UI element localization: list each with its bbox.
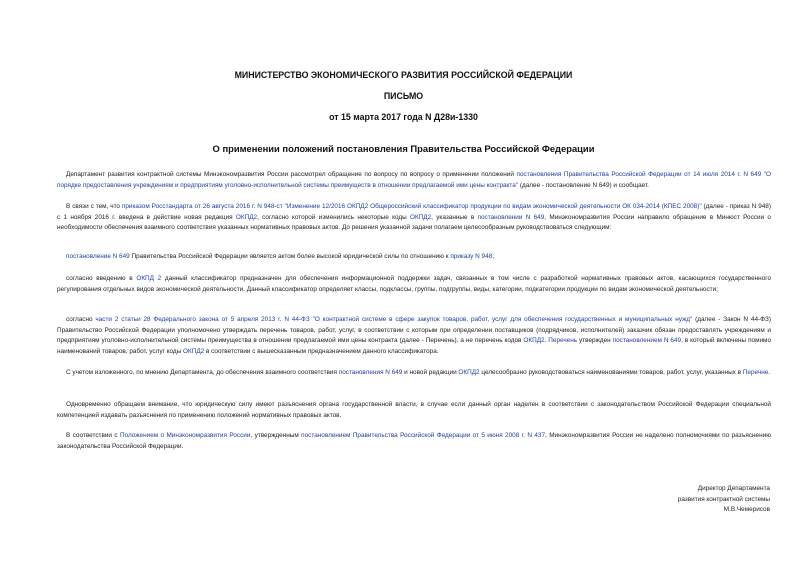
text: согласно [66, 316, 96, 323]
text: , Минэкономразвития России направило обращение в Минюст России о необходимости обеспечения взаимного соответствия указанных нормативных правовых актов. До решения указанной задачи полагаем целесообразным руководствоваться следующим: [57, 213, 771, 231]
text: Одновременно обращаем внимание, что юридическую силу имеют разъяснения органа государственной власти, в случае если данный орган наделен в соответствии с законодательством Российской Федерации специальной компетенцией издавать разъяснения по применению положений нормативных правовых актов. [57, 401, 771, 419]
text: С учетом изложенного, по мнению Департамента, до обеспечения взаимного соответствия [66, 369, 339, 376]
text: , указанные в [431, 213, 478, 221]
text: (далее - приказ N 948) с 1 ноября 2016 г. введена в действие новая редакция [57, 203, 771, 221]
doc-type: ПИСЬМО [383, 91, 424, 101]
link-law-44fz[interactable]: части 2 статьи 28 Федерального закона от 5 апреля 2013 г. N 44-ФЗ "О контрактной системе в сфере закупок товаров, работ, услуг для обеспечения государственных и муниципальных нужд" [95, 316, 693, 323]
text: В соответствии с [66, 432, 120, 439]
signature-name: М.В.Чемерисов [723, 506, 770, 513]
link-rosstandart-order[interactable]: приказом Росстандарта от 26 августа 2016 г. N 948-ст "Изменение 12/2016 ОКПД2 Общероссийский классификатор продукции по видам экономической деятельности ОК 034-2014 (КПЕС 2008)" [121, 203, 702, 210]
paragraph-1 [57, 170, 771, 191]
text: данный классификатор предназначен для обеспечения информационной поддержки задач, связанных в том числе с разработкой нормативных правовых актов, касающихся государственного регулирования отдельных видов экономической деятельности. Данный классификатор определяет классы, подклассы, группы, подгруппы, виды, категории, подкатегории продукции по видам экономической деятельности; [57, 275, 772, 293]
paragraph-5 [57, 315, 771, 357]
text: , в который включены помимо наименований товаров, работ, услуг коды [57, 337, 771, 355]
text: в соответствии с вышесказанным предназначением данного классификатора. [204, 347, 439, 355]
text: . [544, 337, 549, 344]
signature-department: развития контрактной системы [677, 495, 770, 503]
doc-date-number: от 15 марта 2017 года N Д28и-1330 [329, 112, 478, 122]
text: согласно введению в [66, 275, 137, 282]
paragraph-6 [57, 368, 771, 379]
text: ; [492, 253, 494, 260]
link-list[interactable]: Перечне [742, 369, 769, 376]
paragraph-3 [57, 252, 771, 263]
text: , утвержденным [250, 432, 302, 439]
text: , Минэкономразвития России не наделено полномочиями по разъяснению законодательства Российской Федерации. [57, 432, 771, 450]
link-resolution-649[interactable]: постановления N 649 [338, 369, 403, 376]
link-resolution-437[interactable]: постановлением Правительства Российской Федерации от 5 июня 2008 г. N 437 [301, 432, 546, 439]
paragraph-8 [57, 431, 771, 452]
text: (далее - постановление N 649) и сообщает. [518, 181, 649, 189]
text: целесообразно руководствоваться наименованиями товаров, работ, услуг, указанных в [479, 369, 743, 376]
link-okpd2[interactable]: ОКПД2 [458, 369, 480, 376]
link-okpd2[interactable]: ОКПД 2 [136, 275, 162, 282]
link-okpd2[interactable]: ОКПД2 [410, 213, 432, 221]
link-resolution-649[interactable]: постановление N 649 [66, 253, 130, 260]
text: . [768, 369, 771, 376]
paragraph-2 [57, 202, 771, 234]
paragraph-4 [57, 274, 771, 295]
signature-position: Директор Департамента [697, 485, 770, 492]
link-resolution-649[interactable]: постановлением N 649 [612, 337, 682, 344]
text: Правительства Российской Федерации является актом более высокой юридической силы по отношению к [129, 253, 451, 260]
link-list[interactable]: Перечень [548, 337, 578, 344]
text: В связи с тем, что [66, 203, 122, 210]
text: Департамент развития контрактной системы Минэкономразвития России рассмотрел обращение по вопросу по вопросу о применении положений [66, 171, 517, 178]
doc-subject: О применении положений постановления Правительства Российской Федерации [212, 143, 595, 154]
link-ministry-regulation[interactable]: Положением о Минэкономразвития России [119, 432, 251, 439]
paragraph-7 [57, 400, 771, 421]
text: и новой редакции [402, 369, 459, 376]
text: утвержден [577, 337, 613, 344]
link-resolution-649[interactable]: постановлении N 649 [477, 213, 545, 221]
link-okpd2[interactable]: ОКПД2 [235, 213, 258, 221]
ministry-title: МИНИСТЕРСТВО ЭКОНОМИЧЕСКОГО РАЗВИТИЯ РОССИЙСКОЙ ФЕДЕРАЦИИ [234, 70, 573, 80]
link-okpd2[interactable]: ОКПД2 [523, 337, 545, 344]
signature-block [530, 484, 770, 516]
link-order-948[interactable]: приказу N 948 [450, 253, 493, 260]
link-resolution-649[interactable]: постановления Правительства Российской Федерации от 14 июля 2014 г. N 649 "О порядке предоставления учреждениям и предприятиям уголовно-исполнительной системы преимуществ в отношении предлагаемой ими цены контракта" [57, 171, 771, 189]
text: , согласно которой изменились некоторые коды [257, 213, 410, 221]
text: (далее - Закон N 44-ФЗ) Правительство Российской Федерации уполномочено утверждать перечень товаров, работ, услуг, в соответствии с которым при определении поставщиков (подрядчиков, исполнителей) заказчик обязан предоставлять учреждениям и предприятиям уголовно-исполнительной системы преимущества в отношении предлагаемой ими цены контракта (далее - Перечень), а не перечень кодов [57, 316, 771, 344]
link-okpd2[interactable]: ОКПД2 [183, 347, 205, 355]
